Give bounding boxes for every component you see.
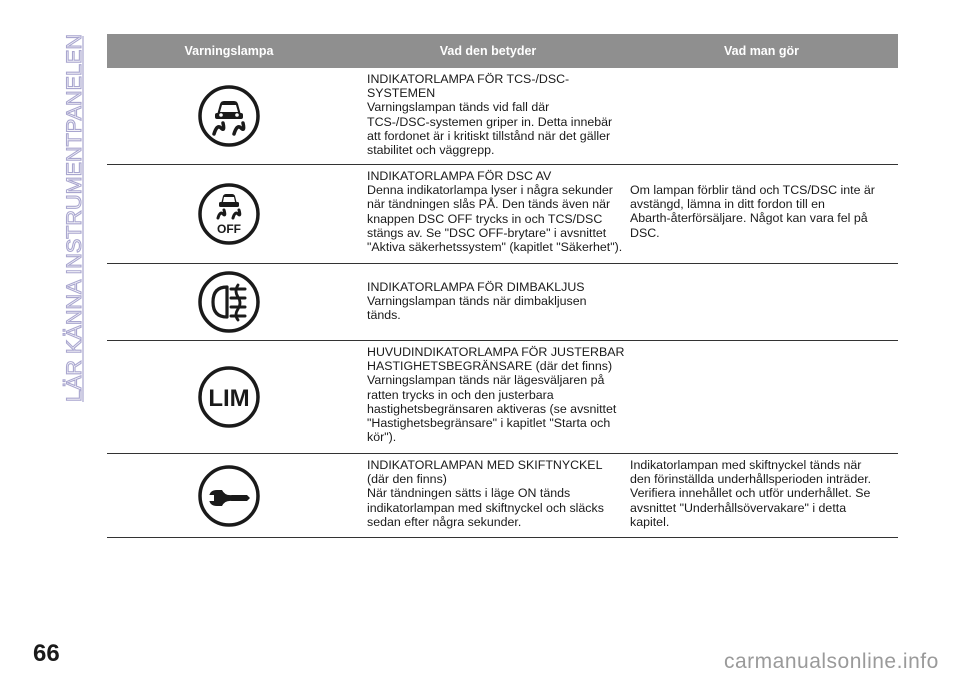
action-line: Om lampan förblir tänd och TCS/DSC inte är xyxy=(630,183,875,197)
meaning-line: ratten trycks in och den justerbara xyxy=(367,387,554,402)
meaning-line: att fordonet är i kritiskt tillstånd när det gäller xyxy=(367,128,611,143)
meaning-line: HUVUDINDIKATORLAMPA FÖR JUSTERBAR xyxy=(367,345,625,359)
header-action: Vad man gör xyxy=(723,44,800,58)
meaning-line: Varningslampan tänds vid fall där xyxy=(367,100,550,115)
meaning-line: När tändningen sätts i läge ON tänds xyxy=(367,486,571,501)
meaning-line: TCS-/DSC-systemen griper in. Detta innebär xyxy=(367,114,613,129)
meaning-line: hastighetsbegränsaren aktiveras (se avsnittet xyxy=(367,401,617,416)
lim-label: LIM xyxy=(208,385,250,412)
icon-cell xyxy=(107,68,351,164)
page-number: 66 xyxy=(33,640,60,667)
meaning-line: när tändningen slås PÅ. Den tänds även när xyxy=(367,197,611,212)
speed-limiter-lim-icon xyxy=(197,365,261,429)
action-line: DSC. xyxy=(630,225,660,240)
meaning-line: SYSTEMEN xyxy=(367,86,436,101)
meaning-line: INDIKATORLAMPA FÖR DIMBAKLJUS xyxy=(367,280,585,294)
table-row xyxy=(107,68,898,165)
action-line: Indikatorlampan med skiftnyckel tänds när xyxy=(630,458,862,472)
wrench-service-icon xyxy=(197,464,261,528)
meaning-line: INDIKATORLAMPA FÖR TCS-/DSC- xyxy=(367,72,570,86)
icon-cell xyxy=(107,341,351,453)
meaning-line: HASTIGHETSBEGRÄNSARE (där det finns) xyxy=(367,359,613,374)
table-row xyxy=(107,165,898,264)
action-line: Abarth-återförsäljare. Något kan vara fel på xyxy=(630,211,868,226)
side-title-text: LÄR KÄNNA INSTRUMENTPANELEN xyxy=(62,35,86,402)
icon-cell xyxy=(107,165,351,263)
off-label: OFF xyxy=(217,222,241,236)
watermark: carmanualsonline.info xyxy=(724,650,939,673)
dsc-off-icon xyxy=(197,182,261,246)
icon-cell xyxy=(107,454,351,537)
action-cell xyxy=(621,454,898,537)
action-line: kapitel. xyxy=(630,514,670,529)
table-row xyxy=(107,264,898,341)
meaning-line: stabilitet och väggrepp. xyxy=(367,143,495,158)
meaning-cell xyxy=(351,165,621,263)
rear-fog-light-icon xyxy=(197,270,261,334)
meaning-line: "Aktiva säkerhetssystem" (kapitlet "Säkerhet"). xyxy=(367,240,623,255)
meaning-line: "Hastighetsbegränsare" i kapitlet "Starta och xyxy=(367,416,611,431)
header-meaning: Vad den betyder xyxy=(439,44,537,58)
table-row xyxy=(107,454,898,538)
icon-cell xyxy=(107,264,351,340)
section-side-title xyxy=(40,30,90,410)
action-cell xyxy=(621,341,898,453)
table-header xyxy=(107,34,898,68)
warning-lamp-table xyxy=(107,34,898,538)
meaning-line: Denna indikatorlampa lyser i några sekunder xyxy=(367,183,613,198)
action-line: avstängd, lämna in ditt fordon till en xyxy=(630,197,825,212)
meaning-line: stängs av. Se "DSC OFF-brytare" i avsnittet xyxy=(367,225,607,240)
meaning-line: Varningslampan tänds när dimbakljusen xyxy=(367,294,587,309)
meaning-cell xyxy=(351,68,621,164)
meaning-cell xyxy=(351,341,625,453)
meaning-line: tänds. xyxy=(367,308,401,323)
meaning-line: INDIKATORLAMPAN MED SKIFTNYCKEL xyxy=(367,458,603,472)
header-warning-lamp: Varningslampa xyxy=(184,44,274,58)
meaning-line: Varningslampan tänds när lägesväljaren på xyxy=(367,373,605,388)
action-cell xyxy=(621,68,898,164)
action-line: avsnittet "Underhållsövervakare" i detta xyxy=(630,500,847,515)
meaning-cell xyxy=(351,264,621,340)
tcs-dsc-skid-car-icon xyxy=(197,84,261,148)
meaning-line: sedan efter några sekunder. xyxy=(367,514,522,529)
meaning-line: knappen DSC OFF trycks in och TCS/DSC xyxy=(367,211,603,226)
meaning-line: kör"). xyxy=(367,430,397,445)
action-cell xyxy=(621,165,898,263)
action-cell xyxy=(621,264,898,340)
action-line: den förinställda underhållsperioden inträder. xyxy=(630,472,872,487)
meaning-line: indikatorlampan med skiftnyckel och släcks xyxy=(367,500,604,515)
meaning-line: INDIKATORLAMPA FÖR DSC AV xyxy=(367,169,552,183)
table-row xyxy=(107,341,898,454)
meaning-cell xyxy=(351,454,621,537)
action-line: Verifiera innehållet och utför underhållet. Se xyxy=(630,486,871,501)
meaning-line: (där den finns) xyxy=(367,472,447,487)
